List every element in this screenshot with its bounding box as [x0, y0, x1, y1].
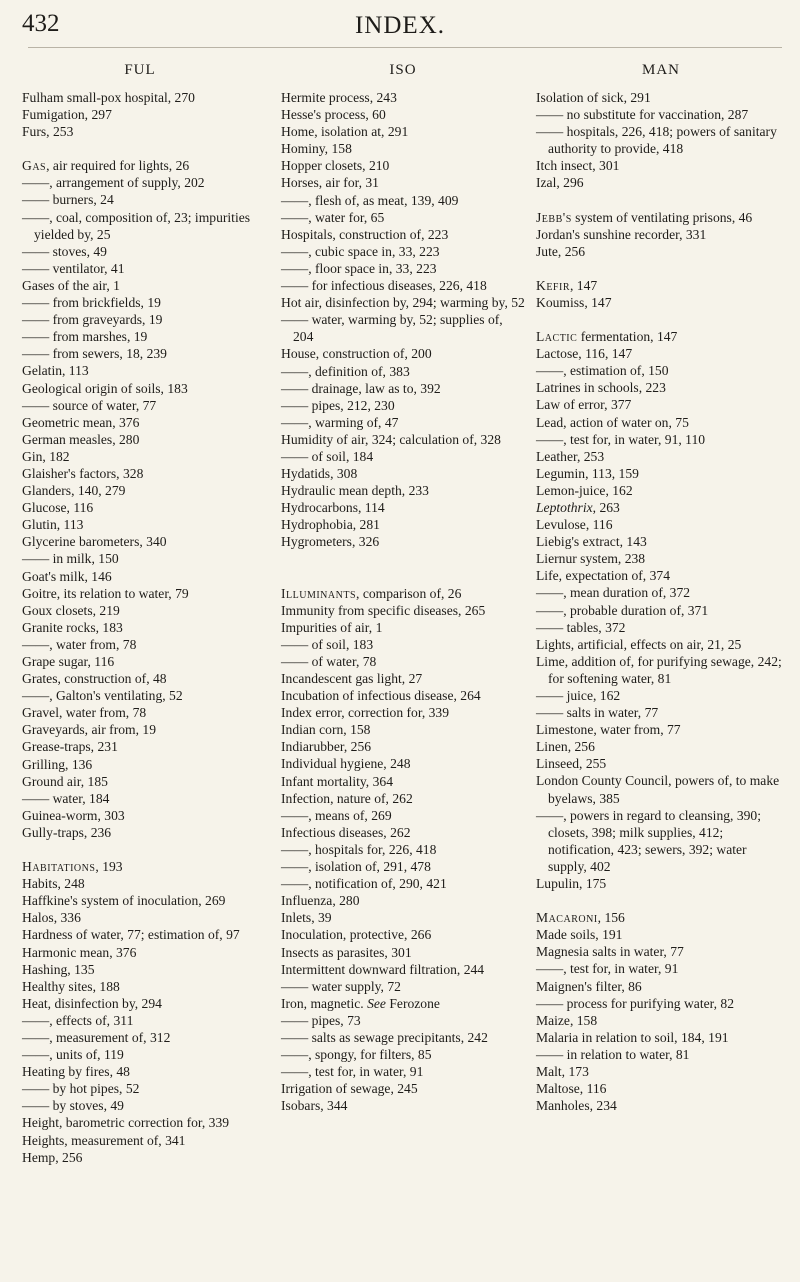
- index-entry: ——, cubic space in, 33, 223: [281, 243, 440, 259]
- index-entry: Glanders, 140, 279: [22, 483, 126, 499]
- index-entry: Linen, 256: [536, 739, 595, 755]
- index-entry: —— source of water, 77: [22, 397, 157, 413]
- index-entry: Fulham small-pox hospital, 270: [22, 90, 195, 105]
- index-entry: ——, water from, 78: [22, 636, 137, 652]
- index-entry: Haffkine's system of inoculation, 269: [22, 893, 226, 909]
- index-entry: —— water, 184: [22, 790, 110, 806]
- running-head-title: INDEX.: [354, 12, 445, 39]
- index-entry: Izal, 296: [536, 175, 584, 191]
- section-gap: [536, 311, 786, 328]
- index-entry: Hydrocarbons, 114: [281, 500, 385, 516]
- index-entry: Hesse's process, 60: [281, 107, 386, 123]
- index-entry: Gelatin, 113: [22, 363, 89, 379]
- section-gap: [281, 568, 525, 585]
- index-entry: Legumin, 113, 159: [536, 465, 639, 481]
- index-entry: Hardness of water, 77; estimation of, 97: [22, 927, 240, 943]
- index-entry: Habits, 248: [22, 876, 85, 892]
- index-entry: Infection, nature of, 262: [281, 790, 413, 806]
- index-entry: Guinea-worm, 303: [22, 807, 125, 823]
- index-entry: —— from sewers, 18, 239: [22, 346, 167, 362]
- index-entry: Hermite process, 243: [281, 90, 397, 105]
- index-entry: ——, notification of, 290, 421: [281, 876, 447, 892]
- index-entry: Jebb's system of ventilating prisons, 46: [536, 209, 753, 225]
- section-gap: [536, 892, 786, 909]
- index-entry: —— water, warming by, 52; supplies of, 204: [281, 312, 503, 345]
- index-entry: ——, water for, 65: [281, 209, 385, 225]
- index-entry: Grape sugar, 116: [22, 654, 115, 669]
- index-entry: —— burners, 24: [22, 192, 114, 208]
- index-entry: Isobars, 344: [281, 1098, 348, 1114]
- index-entry: Inlets, 39: [281, 910, 332, 926]
- section-gap: [22, 140, 258, 157]
- index-entry: Maize, 158: [536, 1012, 598, 1028]
- index-entry: Incandescent gas light, 27: [281, 671, 423, 686]
- index-entry: Granite rocks, 183: [22, 619, 123, 635]
- index-entry: —— salts as sewage precipitants, 242: [281, 1029, 488, 1045]
- index-column-3: [536, 62, 786, 1114]
- index-entry: Law of error, 377: [536, 397, 632, 413]
- index-column-1: [22, 62, 258, 1166]
- index-entry: Horses, air for, 31: [281, 175, 379, 191]
- index-entry: Habitations, 193: [22, 859, 123, 875]
- index-entry: Hopper closets, 210: [281, 158, 390, 174]
- index-entry: ——, test for, in water, 91: [281, 1064, 424, 1080]
- index-entry: —— hospitals, 226, 418; powers of sanitary authority to provide, 418: [536, 124, 777, 157]
- index-entry: Koumiss, 147: [536, 294, 612, 310]
- index-entry: Glycerine barometers, 340: [22, 534, 167, 550]
- index-entry: —— drainage, law as to, 392: [281, 380, 441, 396]
- index-entry: ——, floor space in, 33, 223: [281, 260, 437, 276]
- index-entry: —— pipes, 212, 230: [281, 397, 395, 413]
- index-entry: Hot air, disinfection by, 294; warming by, 52: [281, 295, 525, 311]
- index-entry: —— from marshes, 19: [22, 329, 148, 345]
- page-number: 432: [22, 10, 60, 37]
- index-entry: German measles, 280: [22, 431, 140, 447]
- index-entry: Itch insect, 301: [536, 158, 620, 174]
- index-entry: Lemon-juice, 162: [536, 482, 633, 498]
- index-entry: ——, probable duration of, 371: [536, 602, 709, 618]
- index-entry: Hydatids, 308: [281, 466, 358, 482]
- index-entry: Halos, 336: [22, 910, 81, 926]
- index-entry: ——, hospitals for, 226, 418: [281, 841, 437, 857]
- index-entry: —— pipes, 73: [281, 1012, 361, 1028]
- index-entry: Immunity from specific diseases, 265: [281, 602, 486, 618]
- index-entry: —— by stoves, 49: [22, 1098, 124, 1114]
- index-entry: —— for infectious diseases, 226, 418: [281, 278, 487, 294]
- index-entry: Fumigation, 297: [22, 107, 112, 123]
- index-entry: ——, means of, 269: [281, 807, 392, 823]
- index-entry: House, construction of, 200: [281, 346, 432, 362]
- index-entry: Infectious diseases, 262: [281, 824, 411, 840]
- index-entry: Grilling, 136: [22, 756, 93, 772]
- index-entry: Kefir, 147: [536, 277, 598, 293]
- column-heading: FUL: [124, 62, 156, 78]
- index-entry: Infant mortality, 364: [281, 773, 393, 789]
- index-entry: Lactic fermentation, 147: [536, 329, 678, 345]
- index-entry: —— in relation to water, 81: [536, 1046, 690, 1062]
- index-entry: Made soils, 191: [536, 927, 623, 943]
- index-entry: ——, estimation of, 150: [536, 363, 669, 379]
- index-entry: Hygrometers, 326: [281, 534, 380, 550]
- index-entry: Malaria in relation to soil, 184, 191: [536, 1029, 729, 1045]
- index-entry: —— ventilator, 41: [22, 260, 125, 276]
- index-entry: Harmonic mean, 376: [22, 944, 137, 960]
- index-entry: ——, spongy, for filters, 85: [281, 1047, 432, 1063]
- index-entry: ——, powers in regard to cleansing, 390; closets, 398; milk supplies, 412; notification, 423; sewers, 392; water supply, 402: [536, 807, 762, 874]
- index-entry: Lupulin, 175: [536, 876, 607, 892]
- index-entry: Goux closets, 219: [22, 602, 120, 618]
- index-entry: Isolation of sick, 291: [536, 90, 651, 105]
- index-entry: Linseed, 255: [536, 756, 607, 772]
- index-entry: Graveyards, air from, 19: [22, 722, 156, 738]
- index-entry: Maltose, 116: [536, 1081, 607, 1097]
- index-entry: Indian corn, 158: [281, 722, 371, 738]
- index-entry: Gases of the air, 1: [22, 277, 120, 293]
- index-entry: Humidity of air, 324; calculation of, 328: [281, 431, 501, 447]
- section-gap: [22, 841, 258, 858]
- index-entry: Hydraulic mean depth, 233: [281, 483, 429, 499]
- index-entry: Incubation of infectious disease, 264: [281, 688, 481, 704]
- index-entry: Influenza, 280: [281, 893, 360, 909]
- index-entry: —— salts in water, 77: [536, 705, 659, 721]
- index-entry: Lead, action of water on, 75: [536, 414, 689, 430]
- index-entry: Liernur system, 238: [536, 551, 646, 567]
- index-entry: —— water supply, 72: [281, 978, 401, 994]
- column-heading: MAN: [641, 62, 680, 78]
- index-entry: Individual hygiene, 248: [281, 756, 411, 772]
- section-gap: [536, 192, 786, 209]
- index-entry: —— from graveyards, 19: [22, 312, 163, 328]
- index-entry: London County Council, powers of, to make byelaws, 385: [536, 773, 780, 806]
- index-entry: Hemp, 256: [22, 1149, 83, 1165]
- index-entry: ——, units of, 119: [22, 1047, 124, 1063]
- index-entry: Home, isolation at, 291: [281, 124, 409, 140]
- index-entry: —— juice, 162: [536, 688, 621, 703]
- index-entry: Maignen's filter, 86: [536, 978, 642, 994]
- index-entry: ——, isolation of, 291, 478: [281, 859, 431, 875]
- index-entry: Goitre, its relation to water, 79: [22, 585, 189, 601]
- index-entry: Latrines in schools, 223: [536, 380, 666, 396]
- index-entry: ——, test for, in water, 91: [536, 961, 679, 977]
- index-entry: —— by hot pipes, 52: [22, 1081, 140, 1097]
- index-entry: Heat, disinfection by, 294: [22, 995, 162, 1011]
- index-entry: Hospitals, construction of, 223: [281, 226, 449, 242]
- index-entry: Hydrophobia, 281: [281, 517, 380, 533]
- index-entry: Glutin, 113: [22, 517, 84, 533]
- index-entry: Limestone, water from, 77: [536, 722, 681, 738]
- index-entry: ——, Galton's ventilating, 52: [22, 688, 183, 704]
- index-entry: Ground air, 185: [22, 773, 108, 789]
- index-entry: Glaisher's factors, 328: [22, 465, 144, 481]
- index-entry: —— no substitute for vaccination, 287: [536, 107, 749, 123]
- index-entry: Insects as parasites, 301: [281, 944, 412, 960]
- index-entry: Hominy, 158: [281, 141, 352, 157]
- index-entry: Index error, correction for, 339: [281, 705, 450, 721]
- index-entry: —— in milk, 150: [22, 551, 119, 567]
- index-entry: Liebig's extract, 143: [536, 534, 647, 550]
- index-entry: Jute, 256: [536, 243, 586, 259]
- index-entry: Irrigation of sewage, 245: [281, 1081, 418, 1097]
- section-gap: [536, 260, 786, 277]
- index-entry: —— stoves, 49: [22, 243, 107, 259]
- index-column-2: [281, 62, 525, 1114]
- section-gap: [281, 551, 525, 568]
- index-entry: ——, warming of, 47: [281, 414, 399, 430]
- index-entry: Life, expectation of, 374: [536, 568, 670, 584]
- index-entry: ——, flesh of, as meat, 139, 409: [281, 192, 459, 208]
- index-entry: —— of soil, 183: [281, 636, 374, 652]
- index-entry: ——, test for, in water, 91, 110: [536, 431, 706, 447]
- index-entry: —— of water, 78: [281, 653, 377, 669]
- index-entry: Impurities of air, 1: [281, 619, 383, 635]
- index-entry: —— process for purifying water, 82: [536, 995, 735, 1011]
- index-entry: ——, definition of, 383: [281, 363, 410, 379]
- column-heading: ISO: [389, 62, 417, 78]
- index-entry: ——, coal, composition of, 23; impurities yielded by, 25: [22, 209, 251, 242]
- index-entry: Grease-traps, 231: [22, 739, 118, 755]
- index-entry: —— from brickfields, 19: [22, 295, 161, 311]
- index-entry: Height, barometric correction for, 339: [22, 1115, 230, 1131]
- index-entry: Healthy sites, 188: [22, 978, 120, 994]
- index-entry: Geological origin of soils, 183: [22, 380, 188, 396]
- index-entry: Illuminants, comparison of, 26: [281, 585, 462, 601]
- index-entry: Heights, measurement of, 341: [22, 1132, 186, 1148]
- index-entry: Jordan's sunshine recorder, 331: [536, 226, 707, 242]
- index-entry: ——, effects of, 311: [22, 1012, 134, 1028]
- index-entry: Leptothrix, 263: [536, 499, 620, 515]
- index-entry: Lactose, 116, 147: [536, 346, 633, 362]
- index-entry: Geometric mean, 376: [22, 414, 140, 430]
- index-entry: Goat's milk, 146: [22, 568, 112, 584]
- index-entry: Leather, 253: [536, 448, 605, 464]
- index-entry: Heating by fires, 48: [22, 1064, 130, 1080]
- index-entry: Gravel, water from, 78: [22, 705, 147, 721]
- index-entry: —— tables, 372: [536, 619, 626, 635]
- index-entry: —— of soil, 184: [281, 448, 374, 464]
- index-entry: Gully-traps, 236: [22, 824, 112, 840]
- index-entry: Iron, magnetic. See Ferozone: [281, 995, 440, 1011]
- index-entry: ——, arrangement of supply, 202: [22, 175, 205, 191]
- index-entry: Indiarubber, 256: [281, 739, 372, 755]
- index-entry: Gas, air required for lights, 26: [22, 158, 190, 174]
- index-entry: Furs, 253: [22, 124, 74, 140]
- index-entry: Grates, construction of, 48: [22, 671, 167, 687]
- index-entry: Manholes, 234: [536, 1098, 617, 1114]
- index-entry: Glucose, 116: [22, 500, 94, 516]
- index-entry: Inoculation, protective, 266: [281, 927, 432, 943]
- index-entry: Hashing, 135: [22, 961, 95, 977]
- index-entry: Magnesia salts in water, 77: [536, 944, 684, 960]
- index-entry: Lights, artificial, effects on air, 21, 25: [536, 636, 742, 652]
- index-entry: Macaroni, 156: [536, 910, 625, 926]
- index-entry: Malt, 173: [536, 1063, 589, 1079]
- index-entry: Levulose, 116: [536, 517, 613, 533]
- header-rule: [28, 47, 782, 48]
- index-entry: ——, measurement of, 312: [22, 1029, 171, 1045]
- index-entry: ——, mean duration of, 372: [536, 585, 691, 601]
- index-entry: Lime, addition of, for purifying sewage, 242; for softening water, 81: [536, 653, 782, 686]
- index-entry: Gin, 182: [22, 448, 70, 464]
- index-entry: Intermittent downward filtration, 244: [281, 961, 485, 977]
